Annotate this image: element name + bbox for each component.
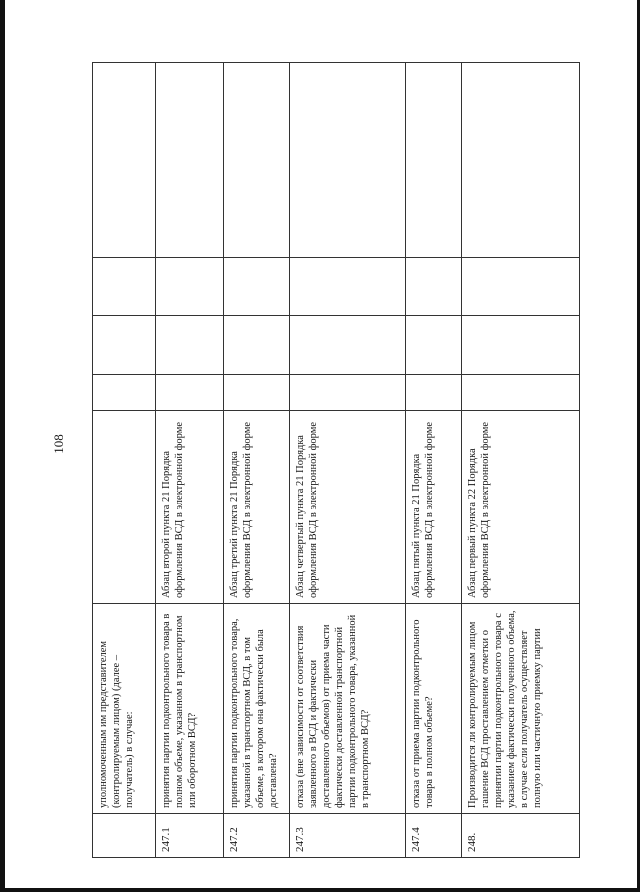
table-row xyxy=(290,63,406,858)
page-number: 108 xyxy=(51,434,66,454)
answer-cell-na xyxy=(462,258,580,316)
note-cell xyxy=(462,63,580,258)
table-row xyxy=(93,63,156,858)
answer-cell-yes xyxy=(156,375,224,411)
answer-cell-na xyxy=(156,258,224,316)
answer-cell-no xyxy=(156,316,224,375)
question-cell: отказа от приема партии подконтрольного товара в полном объеме? xyxy=(406,604,462,814)
question-cell: принятия партии подконтрольного товара в полном объеме, указанном в транспортном или оборотном ВСД? xyxy=(156,604,224,814)
answer-cell-no xyxy=(462,316,580,375)
answer-cell-yes xyxy=(224,375,290,411)
reference-cell: Абзац второй пункта 21 Порядка оформления ВСД в электронной форме xyxy=(156,411,224,604)
answer-cell-yes xyxy=(406,375,462,411)
question-cell: принятия партии подконтрольного товара, указанной в транспортном ВСД, в том объеме, в котором она фактически была доставлена? xyxy=(224,604,290,814)
note-cell xyxy=(156,63,224,258)
answer-cell-yes xyxy=(462,375,580,411)
table-row xyxy=(406,63,462,858)
row-number: 247.3 xyxy=(290,814,406,858)
table-row xyxy=(462,63,580,858)
reference-cell: Абзац третий пункта 21 Порядка оформления ВСД в электронной форме xyxy=(224,411,290,604)
table-row xyxy=(156,63,224,858)
answer-cell-na xyxy=(93,258,156,316)
note-cell xyxy=(93,63,156,258)
note-cell xyxy=(406,63,462,258)
answer-cell-yes xyxy=(290,375,406,411)
row-number: 247.1 xyxy=(156,814,224,858)
note-cell xyxy=(290,63,406,258)
reference-cell: Абзац четвертый пункта 21 Порядка оформления ВСД в электронной форме xyxy=(290,411,406,604)
question-cell: отказа (вне зависимости от соответствия заявленного в ВСД и фактически доставленного объемов) от приема части фактически доставленной транспортной партии подконтрольного товара, указанной в транспортном ВСД? xyxy=(290,604,406,814)
answer-cell-no xyxy=(406,316,462,375)
scan-edge-bottom xyxy=(0,888,640,892)
scan-edge-left xyxy=(0,0,5,892)
reference-cell: Абзац первый пункта 22 Порядка оформления ВСД в электронной форме xyxy=(462,411,580,604)
answer-cell-no xyxy=(224,316,290,375)
checklist-table xyxy=(92,63,579,858)
reference-cell: Абзац пятый пункта 21 Порядка оформления ВСД в электронной форме xyxy=(406,411,462,604)
answer-cell-yes xyxy=(93,375,156,411)
row-number xyxy=(93,814,156,858)
row-number: 248. xyxy=(462,814,580,858)
answer-cell-na xyxy=(406,258,462,316)
answer-cell-na xyxy=(224,258,290,316)
reference-cell xyxy=(93,411,156,604)
answer-cell-no xyxy=(93,316,156,375)
answer-cell-no xyxy=(290,316,406,375)
table-row xyxy=(224,63,290,858)
row-number: 247.4 xyxy=(406,814,462,858)
question-cell: Производится ли контролируемым лицом гашение ВСД проставлением отметки о принятии партии подконтрольного товара с указанием фактически полученного объема, в случае если получатель осуществляет полную или частичную приемку партии xyxy=(462,604,580,814)
row-number: 247.2 xyxy=(224,814,290,858)
note-cell xyxy=(224,63,290,258)
question-cell: уполномоченным им представителем (контролируемым лицом) (далее – получатель) в случае: xyxy=(93,604,156,814)
answer-cell-na xyxy=(290,258,406,316)
